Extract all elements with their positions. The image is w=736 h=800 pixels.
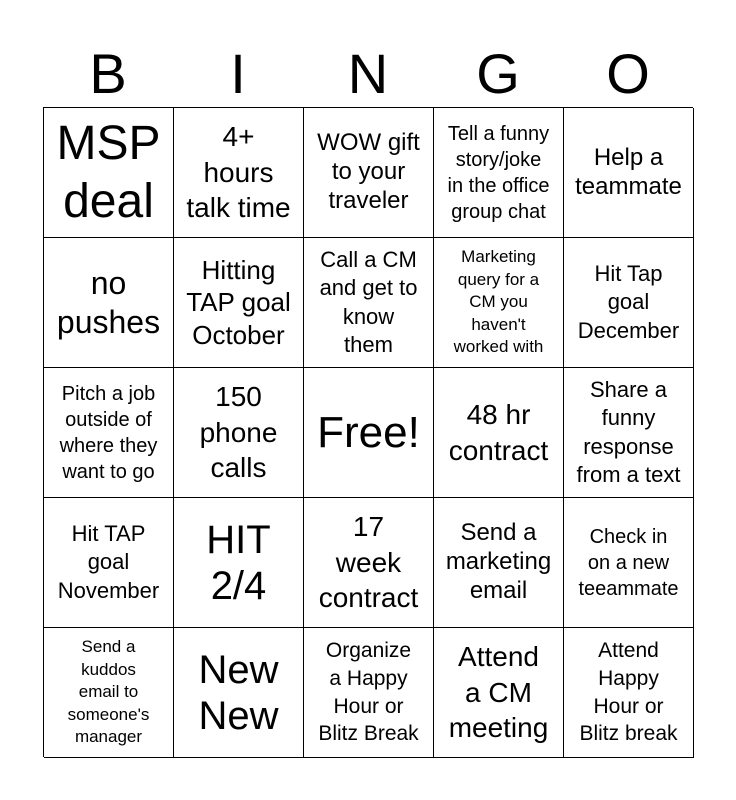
bingo-cell-r4c3[interactable]: 17 week contract xyxy=(304,498,434,628)
bingo-cell-r1c2[interactable]: 4+ hours talk time xyxy=(174,108,304,238)
bingo-cell-r1c1[interactable]: MSP deal xyxy=(44,108,174,238)
bingo-header xyxy=(43,40,693,108)
bingo-cell-r4c4[interactable]: Send a marketing email xyxy=(434,498,564,628)
bingo-cell-r4c5[interactable]: Check in on a new teeammate xyxy=(564,498,694,628)
bingo-cell-r2c2[interactable]: Hitting TAP goal October xyxy=(174,238,304,368)
bingo-cell-r2c4[interactable]: Marketing query for a CM you haven't worked with xyxy=(434,238,564,368)
bingo-cell-r1c4[interactable]: Tell a funny story/joke in the office group chat xyxy=(434,108,564,238)
bingo-cell-r5c5[interactable]: Attend Happy Hour or Blitz break xyxy=(564,628,694,758)
bingo-cell-r3c5[interactable]: Share a funny response from a text xyxy=(564,368,694,498)
header-letter-g: G xyxy=(476,42,520,105)
bingo-cell-r3c2[interactable]: 150 phone calls xyxy=(174,368,304,498)
bingo-cell-r2c3[interactable]: Call a CM and get to know them xyxy=(304,238,434,368)
bingo-cell-r3c4[interactable]: 48 hr contract xyxy=(434,368,564,498)
header-letter-n: N xyxy=(347,42,389,105)
bingo-cell-r3c1[interactable]: Pitch a job outside of where they want to go xyxy=(44,368,174,498)
bingo-cell-r5c1[interactable]: Send a kuddos email to someone's manager xyxy=(44,628,174,758)
bingo-cell-r1c3[interactable]: WOW gift to your traveler xyxy=(304,108,434,238)
bingo-cell-r2c1[interactable]: no pushes xyxy=(44,238,174,368)
header-letter-i: I xyxy=(230,42,246,105)
header-letter-o: O xyxy=(606,42,650,105)
bingo-cell-r4c1[interactable]: Hit TAP goal November xyxy=(44,498,174,628)
bingo-board xyxy=(43,107,693,757)
bingo-cell-r4c2[interactable]: HIT 2/4 xyxy=(174,498,304,628)
bingo-cell-r2c5[interactable]: Hit Tap goal December xyxy=(564,238,694,368)
bingo-cell-r3c3-free[interactable]: Free! xyxy=(304,368,434,498)
bingo-cell-r5c3[interactable]: Organize a Happy Hour or Blitz Break xyxy=(304,628,434,758)
header-letter-b: B xyxy=(89,42,127,105)
bingo-cell-r5c4[interactable]: Attend a CM meeting xyxy=(434,628,564,758)
bingo-cell-r5c2[interactable]: New New xyxy=(174,628,304,758)
bingo-cell-r1c5[interactable]: Help a teammate xyxy=(564,108,694,238)
